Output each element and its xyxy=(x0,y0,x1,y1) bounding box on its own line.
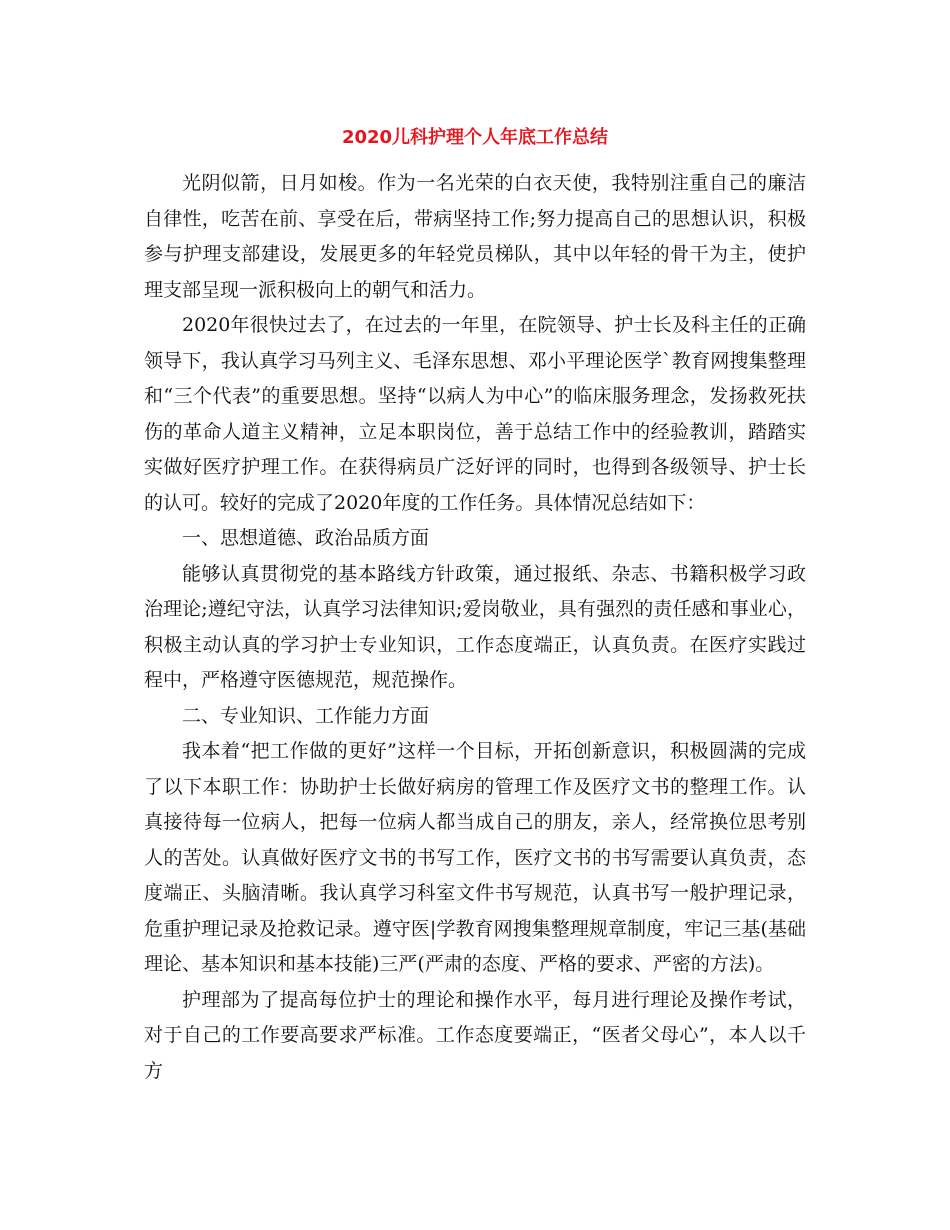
paragraph-year-summary: 2020年很快过去了，在过去的一年里，在院领导、护士长及科主任的正确领导下，我认真学习马列主义、毛泽东思想、邓小平理论医学`教育网搜集整理和“三个代表”的重要思想。坚持“以病人为中心”的临床服务理念，发扬救死扶伤的革命人道主义精神，立足本职岗位，善于总结工作中的经验教训，踏踏实实做好医疗护理工作。在获得病员广泛好评的同时，也得到各级领导、护士长的认可。较好的完成了2020年度的工作任务。具体情况总结如下： xyxy=(144,314,806,514)
section-heading-professional: 二、专业知识、工作能力方面 xyxy=(182,704,430,727)
paragraph-professional: 我本着“把工作做的更好”这样一个目标，开拓创新意识，积极圆满的完成了以下本职工作：协助护士长做好病房的管理工作及医疗文书的整理工作。认真接待每一位病人，把每一位病人都当成自己的朋友，亲人，经常换位思考别人的苦处。认真做好医疗文书的书写工作，医疗文书的书写需要认真负责，态度端正、头脑清晰。我认真学习科室文件书写规范，认真书写一般护理记录，危重护理记录及抢救记录。遵守医|学教育网搜集整理规章制度，牢记三基(基础理论、基本知识和基本技能)三严(严肃的态度、严格的要求、严密的方法)。 xyxy=(144,740,806,975)
document-body xyxy=(144,166,806,1089)
document-title: 2020儿科护理个人年底工作总结 xyxy=(341,127,609,148)
paragraph-ethics: 能够认真贯彻党的基本路线方针政策，通过报纸、杂志、书籍积极学习政治理论;遵纪守法，认真学习法律知识;爱岗敬业，具有强烈的责任感和事业心，积极主动认真的学习护士专业知识，工作态度端正，认真负责。在医疗实践过程中，严格遵守医德规范，规范操作。 xyxy=(144,562,806,691)
paragraph-intro: 光阴似箭，日月如梭。作为一名光荣的白衣天使，我特别注重自己的廉洁自律性，吃苦在前、享受在后，带病坚持工作;努力提高自己的思想认识，积极参与护理支部建设，发展更多的年轻党员梯队，其中以年轻的骨干为主，使护理支部呈现一派积极向上的朝气和活力。 xyxy=(144,172,806,301)
paragraph-training: 护理部为了提高每位护士的理论和操作水平，每月进行理论及操作考试，对于自己的工作要高要求严标准。工作态度要端正，“医者父母心”，本人以千方 xyxy=(144,988,806,1082)
section-heading-ethics: 一、思想道德、政治品质方面 xyxy=(182,527,430,549)
